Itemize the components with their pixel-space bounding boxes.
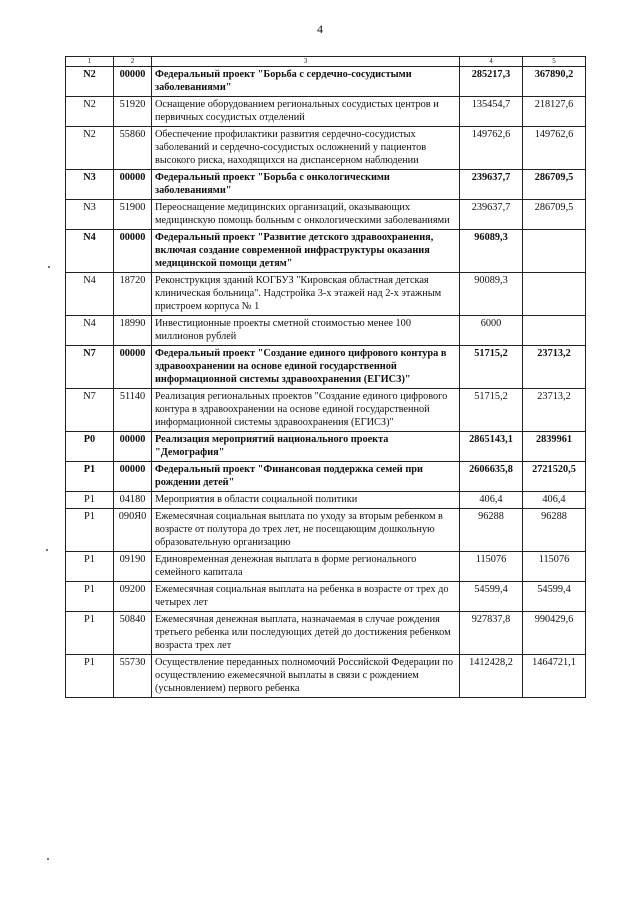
row-name-cell: Реализация региональных проектов "Создание единого цифрового контура в здравоохранении на основе единой государственной информационной системы здравоохранения (ЕГИСЗ)" xyxy=(152,389,460,432)
row-name-cell: Осуществление переданных полномочий Российской Федерации по осуществлению ежемесячной выплаты в связи с рождением (усыновлением) первого ребенка xyxy=(152,655,460,698)
row-name-cell: Ежемесячная социальная выплата на ребенка в возрасте от трех до четырех лет xyxy=(152,582,460,612)
table-body xyxy=(66,67,586,698)
row-amount-2019-cell: 239637,7 xyxy=(460,200,523,230)
row-code-cell: N4 xyxy=(66,273,114,316)
row-amount-2020-cell xyxy=(523,230,586,273)
row-code-cell: N2 xyxy=(66,127,114,170)
row-amount-2020-cell xyxy=(523,316,586,346)
row-amount-2020-cell: 218127,6 xyxy=(523,97,586,127)
row-code-cell: N4 xyxy=(66,230,114,273)
column-header-2: 2 xyxy=(114,57,152,67)
row-name-cell: Инвестиционные проекты сметной стоимостью менее 100 миллионов рублей xyxy=(152,316,460,346)
budget-table xyxy=(65,56,586,698)
scan-speck xyxy=(48,266,50,268)
row-code-cell: N7 xyxy=(66,346,114,389)
row-name-cell: Федеральный проект "Борьба с онкологическими заболеваниями" xyxy=(152,170,460,200)
row-amount-2019-cell: 406,4 xyxy=(460,492,523,509)
row-amount-2020-cell: 23713,2 xyxy=(523,389,586,432)
row-subcode-cell: 18990 xyxy=(114,316,152,346)
row-subcode-cell: 00000 xyxy=(114,230,152,273)
row-name-cell: Ежемесячная денежная выплата, назначаемая в случае рождения третьего ребенка или последующих детей до достижения ребенком возраста трех лет xyxy=(152,612,460,655)
page-number: 4 xyxy=(317,22,323,36)
row-code-cell: P1 xyxy=(66,655,114,698)
row-subcode-cell: 00000 xyxy=(114,432,152,462)
table-row xyxy=(66,316,586,346)
row-subcode-cell: 18720 xyxy=(114,273,152,316)
row-amount-2019-cell: 115076 xyxy=(460,552,523,582)
row-amount-2019-cell: 54599,4 xyxy=(460,582,523,612)
row-code-cell: N2 xyxy=(66,67,114,97)
row-name-cell: Единовременная денежная выплата в форме регионального семейного капитала xyxy=(152,552,460,582)
table-row xyxy=(66,127,586,170)
row-code-cell: P0 xyxy=(66,432,114,462)
row-amount-2019-cell: 285217,3 xyxy=(460,67,523,97)
column-header-5: 5 xyxy=(523,57,586,67)
row-name-cell: Федеральный проект "Создание единого цифрового контура в здравоохранении на основе единой государственной информационной системы здравоохранения (ЕГИСЗ)" xyxy=(152,346,460,389)
row-amount-2019-cell: 51715,2 xyxy=(460,346,523,389)
row-subcode-cell: 00000 xyxy=(114,170,152,200)
row-amount-2020-cell: 2839961 xyxy=(523,432,586,462)
row-name-cell: Реконструкция зданий КОГБУЗ "Кировская областная детская клиническая больница". Надстройка 3-х этажей над 2-х этажным пристроем корпуса № 1 xyxy=(152,273,460,316)
row-subcode-cell: 55860 xyxy=(114,127,152,170)
row-amount-2019-cell: 90089,3 xyxy=(460,273,523,316)
row-subcode-cell: 00000 xyxy=(114,67,152,97)
table-row xyxy=(66,582,586,612)
row-code-cell: N4 xyxy=(66,316,114,346)
row-amount-2020-cell: 96288 xyxy=(523,509,586,552)
table-row xyxy=(66,552,586,582)
table-row xyxy=(66,170,586,200)
row-code-cell: P1 xyxy=(66,462,114,492)
table-row xyxy=(66,462,586,492)
table-row xyxy=(66,492,586,509)
row-name-cell: Реализация мероприятий национального проекта "Демография" xyxy=(152,432,460,462)
column-header-3: 3 xyxy=(152,57,460,67)
table-row xyxy=(66,655,586,698)
row-amount-2019-cell: 239637,7 xyxy=(460,170,523,200)
row-amount-2019-cell: 149762,6 xyxy=(460,127,523,170)
table-row xyxy=(66,200,586,230)
row-amount-2020-cell: 990429,6 xyxy=(523,612,586,655)
table-row xyxy=(66,612,586,655)
column-header-1: 1 xyxy=(66,57,114,67)
row-subcode-cell: 55730 xyxy=(114,655,152,698)
row-code-cell: P1 xyxy=(66,509,114,552)
row-code-cell: P1 xyxy=(66,612,114,655)
row-code-cell: N3 xyxy=(66,170,114,200)
row-name-cell: Федеральный проект "Развитие детского здравоохранения, включая создание современной инфраструктуры оказания медицинской помощи детям" xyxy=(152,230,460,273)
row-subcode-cell: 51920 xyxy=(114,97,152,127)
row-amount-2020-cell: 149762,6 xyxy=(523,127,586,170)
row-amount-2019-cell: 51715,2 xyxy=(460,389,523,432)
row-code-cell: N3 xyxy=(66,200,114,230)
table-row xyxy=(66,346,586,389)
row-code-cell: P1 xyxy=(66,492,114,509)
row-name-cell: Переоснащение медицинских организаций, оказывающих медицинскую помощь больным с онкологическими заболеваниями xyxy=(152,200,460,230)
column-number-row xyxy=(66,57,586,67)
row-subcode-cell: 00000 xyxy=(114,462,152,492)
row-subcode-cell: 090Я0 xyxy=(114,509,152,552)
row-name-cell: Обеспечение профилактики развития сердечно-сосудистых заболеваний и сердечно-сосудистых осложнений у пациентов высокого риска, находящихся на диспансерном наблюдении xyxy=(152,127,460,170)
row-name-cell: Оснащение оборудованием региональных сосудистых центров и первичных сосудистых отделений xyxy=(152,97,460,127)
row-amount-2019-cell: 96288 xyxy=(460,509,523,552)
column-header-4: 4 xyxy=(460,57,523,67)
row-code-cell: P1 xyxy=(66,552,114,582)
row-subcode-cell: 51900 xyxy=(114,200,152,230)
row-code-cell: P1 xyxy=(66,582,114,612)
row-code-cell: N7 xyxy=(66,389,114,432)
row-amount-2020-cell: 23713,2 xyxy=(523,346,586,389)
table-row xyxy=(66,97,586,127)
row-amount-2020-cell: 286709,5 xyxy=(523,170,586,200)
row-amount-2020-cell: 2721520,5 xyxy=(523,462,586,492)
row-code-cell: N2 xyxy=(66,97,114,127)
row-amount-2019-cell: 6000 xyxy=(460,316,523,346)
row-amount-2020-cell: 286709,5 xyxy=(523,200,586,230)
row-amount-2020-cell: 115076 xyxy=(523,552,586,582)
row-name-cell: Федеральный проект "Борьба с сердечно-сосудистыми заболеваниями" xyxy=(152,67,460,97)
row-name-cell: Мероприятия в области социальной политики xyxy=(152,492,460,509)
row-amount-2019-cell: 2606635,8 xyxy=(460,462,523,492)
row-amount-2019-cell: 927837,8 xyxy=(460,612,523,655)
row-amount-2020-cell: 406,4 xyxy=(523,492,586,509)
table-row xyxy=(66,389,586,432)
scan-speck xyxy=(46,549,48,551)
row-name-cell: Ежемесячная социальная выплата по уходу за вторым ребенком в возрасте от полутора до трех лет, не посещающим дошкольную образовательную организацию xyxy=(152,509,460,552)
row-amount-2019-cell: 135454,7 xyxy=(460,97,523,127)
table-row xyxy=(66,432,586,462)
table-row xyxy=(66,273,586,316)
row-amount-2020-cell: 54599,4 xyxy=(523,582,586,612)
row-amount-2020-cell: 1464721,1 xyxy=(523,655,586,698)
row-subcode-cell: 50840 xyxy=(114,612,152,655)
table-row xyxy=(66,509,586,552)
table-row xyxy=(66,230,586,273)
row-amount-2019-cell: 2865143,1 xyxy=(460,432,523,462)
row-subcode-cell: 04180 xyxy=(114,492,152,509)
row-amount-2020-cell: 367890,2 xyxy=(523,67,586,97)
row-name-cell: Федеральный проект "Финансовая поддержка семей при рождении детей" xyxy=(152,462,460,492)
row-amount-2019-cell: 96089,3 xyxy=(460,230,523,273)
table-row xyxy=(66,67,586,97)
row-subcode-cell: 09190 xyxy=(114,552,152,582)
row-subcode-cell: 00000 xyxy=(114,346,152,389)
row-amount-2020-cell xyxy=(523,273,586,316)
row-amount-2019-cell: 1412428,2 xyxy=(460,655,523,698)
row-subcode-cell: 09200 xyxy=(114,582,152,612)
scan-speck xyxy=(47,858,49,860)
row-subcode-cell: 51140 xyxy=(114,389,152,432)
